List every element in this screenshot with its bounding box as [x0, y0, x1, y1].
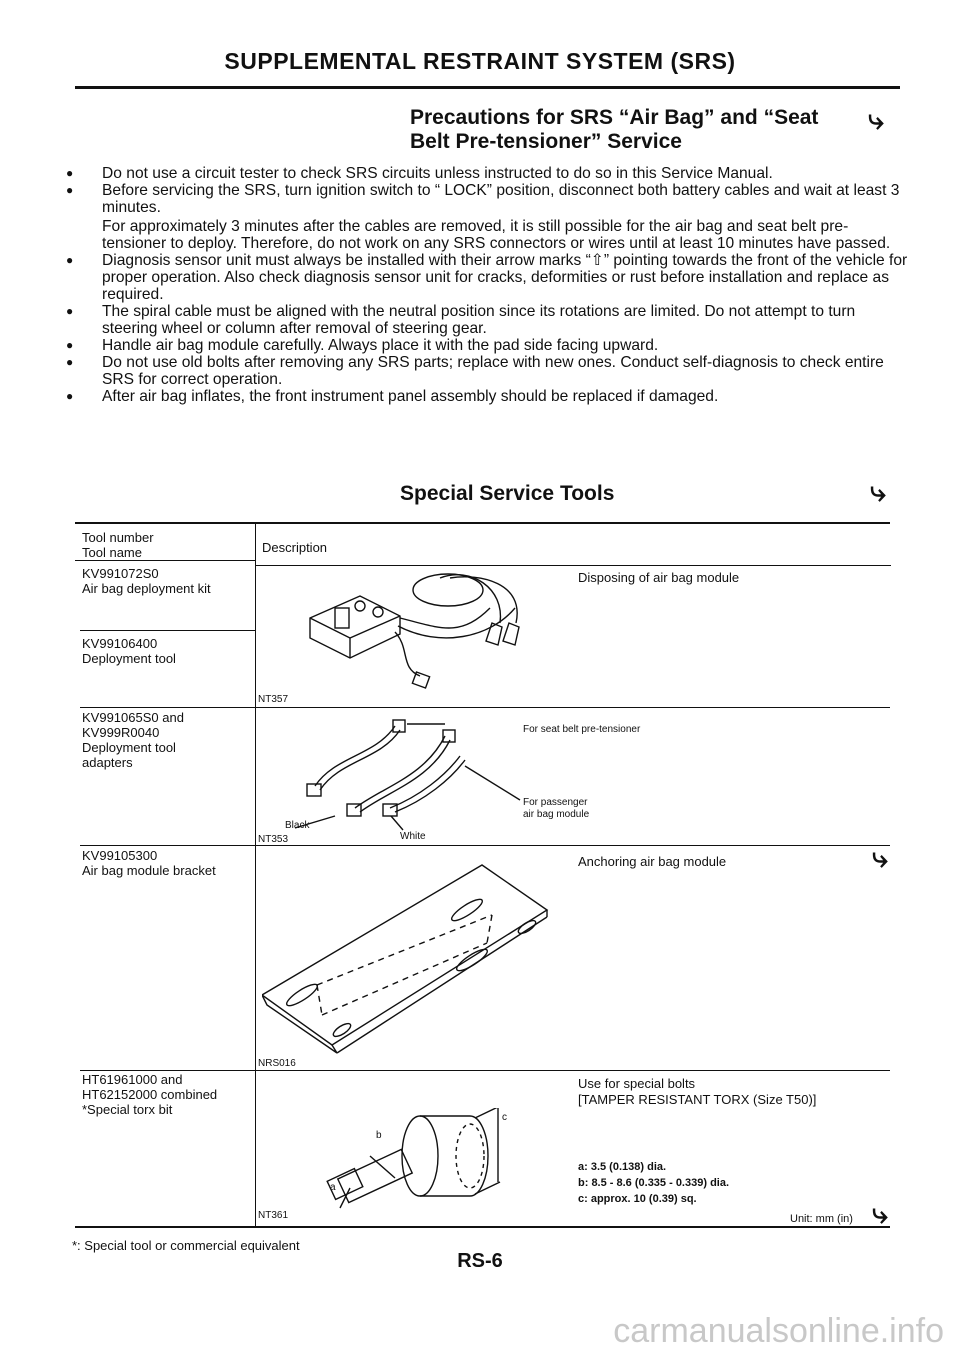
tool-name: Air bag module bracket [82, 863, 216, 878]
tool-name: Air bag deployment kit [82, 581, 211, 596]
table-bottom-rule [75, 1226, 890, 1228]
tool-description: Anchoring air bag module [578, 854, 727, 869]
tool-description: [TAMPER RESISTANT TORX (Size T50)] [578, 1092, 817, 1107]
torx-label: c [502, 1112, 507, 1123]
page-mark-icon: ⤷ [870, 476, 886, 507]
tool-number: KV999R0040 [82, 725, 160, 740]
col-tool-number: Tool number [82, 530, 154, 545]
adapter-label: Black [285, 820, 310, 831]
page-number: RS-6 [457, 1250, 503, 1272]
precaution-note: For approximately 3 minutes after the cables are removed, it is still possible for the air bag and seat belt pre-tensioner to deploy. Therefore, do not work on any SRS connectors or wires until at least 10 minutes have passed. [102, 218, 891, 252]
tool-description: Use for special bolts [578, 1076, 696, 1091]
table-column-divider [255, 522, 256, 1227]
unit-label: Unit: mm (in) [790, 1213, 853, 1225]
row-rule [80, 845, 890, 846]
torx-spec: b: 8.5 - 8.6 (0.335 - 0.339) dia. [578, 1177, 730, 1189]
adapter-label: For passenger [523, 797, 588, 808]
precaution-item [62, 388, 912, 405]
tool-name: Deployment tool [82, 740, 176, 755]
row-rule [80, 630, 255, 631]
col-tool-name: Tool name [82, 545, 142, 560]
precaution-text: After air bag inflates, the front instrument panel assembly should be replaced if damaged. [102, 388, 719, 405]
figure-code: NT357 [258, 694, 289, 705]
precaution-text: Do not use old bolts after removing any SRS parts; replace with new ones. Conduct self-diagnosis to check entire SRS for correct operation. [102, 354, 884, 388]
precaution-item [62, 337, 912, 354]
footnote: *: Special tool or commercial equivalent [72, 1238, 300, 1253]
adapter-label: For seat belt pre-tensioner [523, 724, 641, 735]
precaution-text: The spiral cable must be aligned with the neutral position since its rotations are limited. Do not attempt to turn steering wheel or column after removal of steering gear. [102, 303, 856, 337]
tool-description: Disposing of air bag module [578, 570, 740, 585]
precaution-text: Before servicing the SRS, turn ignition switch to “ LOCK” position, disconnect both battery cables and wait at least 3 minutes. [102, 182, 900, 216]
page-title: SUPPLEMENTAL RESTRAINT SYSTEM (SRS) [224, 48, 736, 74]
tool-number: HT61961000 and [82, 1072, 183, 1087]
col-description: Description [262, 540, 328, 555]
row-rule [80, 707, 890, 708]
tool-name: Deployment tool [82, 651, 176, 666]
precautions-title [410, 106, 818, 154]
torx-bit-illustration [300, 1108, 540, 1218]
torx-spec: a: 3.5 (0.138) dia. [578, 1161, 667, 1173]
header-rule [75, 86, 900, 89]
tools-title: Special Service Tools [400, 482, 615, 505]
page-mark-icon: ⤷ [872, 1198, 888, 1229]
page-mark-icon: ⤷ [872, 842, 888, 873]
table-top-rule [75, 522, 890, 524]
table-header-rule [256, 565, 891, 566]
adapters-illustration [295, 716, 525, 840]
precaution-text: Do not use a circuit tester to check SRS circuits unless instructed to do so in this Service Manual. [102, 165, 773, 182]
table-header-rule [75, 560, 255, 561]
figure-code: NT353 [258, 834, 289, 845]
tool-name: adapters [82, 755, 133, 770]
torx-label: b [376, 1130, 382, 1141]
precautions-title-line1: Precautions for SRS “Air Bag” and “Seat [410, 106, 819, 129]
page-mark-icon: ⤷ [868, 104, 884, 135]
precaution-item [62, 165, 912, 182]
precautions-list [62, 165, 912, 405]
precaution-item [62, 182, 912, 252]
adapter-label: air bag module [523, 809, 590, 820]
precaution-item [62, 303, 912, 337]
deployment-kit-illustration [290, 568, 560, 694]
tool-number: KV991072S0 [82, 566, 159, 581]
precaution-text: Handle air bag module carefully. Always place it with the pad side facing upward. [102, 337, 659, 354]
tool-number: KV99106400 [82, 636, 158, 651]
figure-code: NT361 [258, 1210, 289, 1221]
figure-code: NRS016 [258, 1058, 296, 1069]
precaution-item [62, 354, 912, 388]
torx-spec: c: approx. 10 (0.39) sq. [578, 1193, 697, 1205]
tool-number: HT62152000 combined [82, 1087, 218, 1102]
torx-label: a [330, 1182, 336, 1193]
precaution-item [62, 252, 912, 303]
tool-name: *Special torx bit [82, 1102, 173, 1117]
bracket-illustration [262, 855, 562, 1055]
tool-number: KV99105300 [82, 848, 158, 863]
precaution-text: Diagnosis sensor unit must always be installed with their arrow marks “⇧” pointing towards the front of the vehicle for proper operation. Also check diagnosis sensor unit for cracks, deformities or rust before installation and replace as required. [102, 252, 908, 303]
precautions-title-line2: Belt Pre-tensioner” Service [410, 130, 682, 153]
tool-number: KV991065S0 and [82, 710, 184, 725]
row-rule [80, 1070, 890, 1071]
watermark: carmanualsonline.info [613, 1312, 944, 1350]
adapter-label: White [400, 831, 426, 842]
